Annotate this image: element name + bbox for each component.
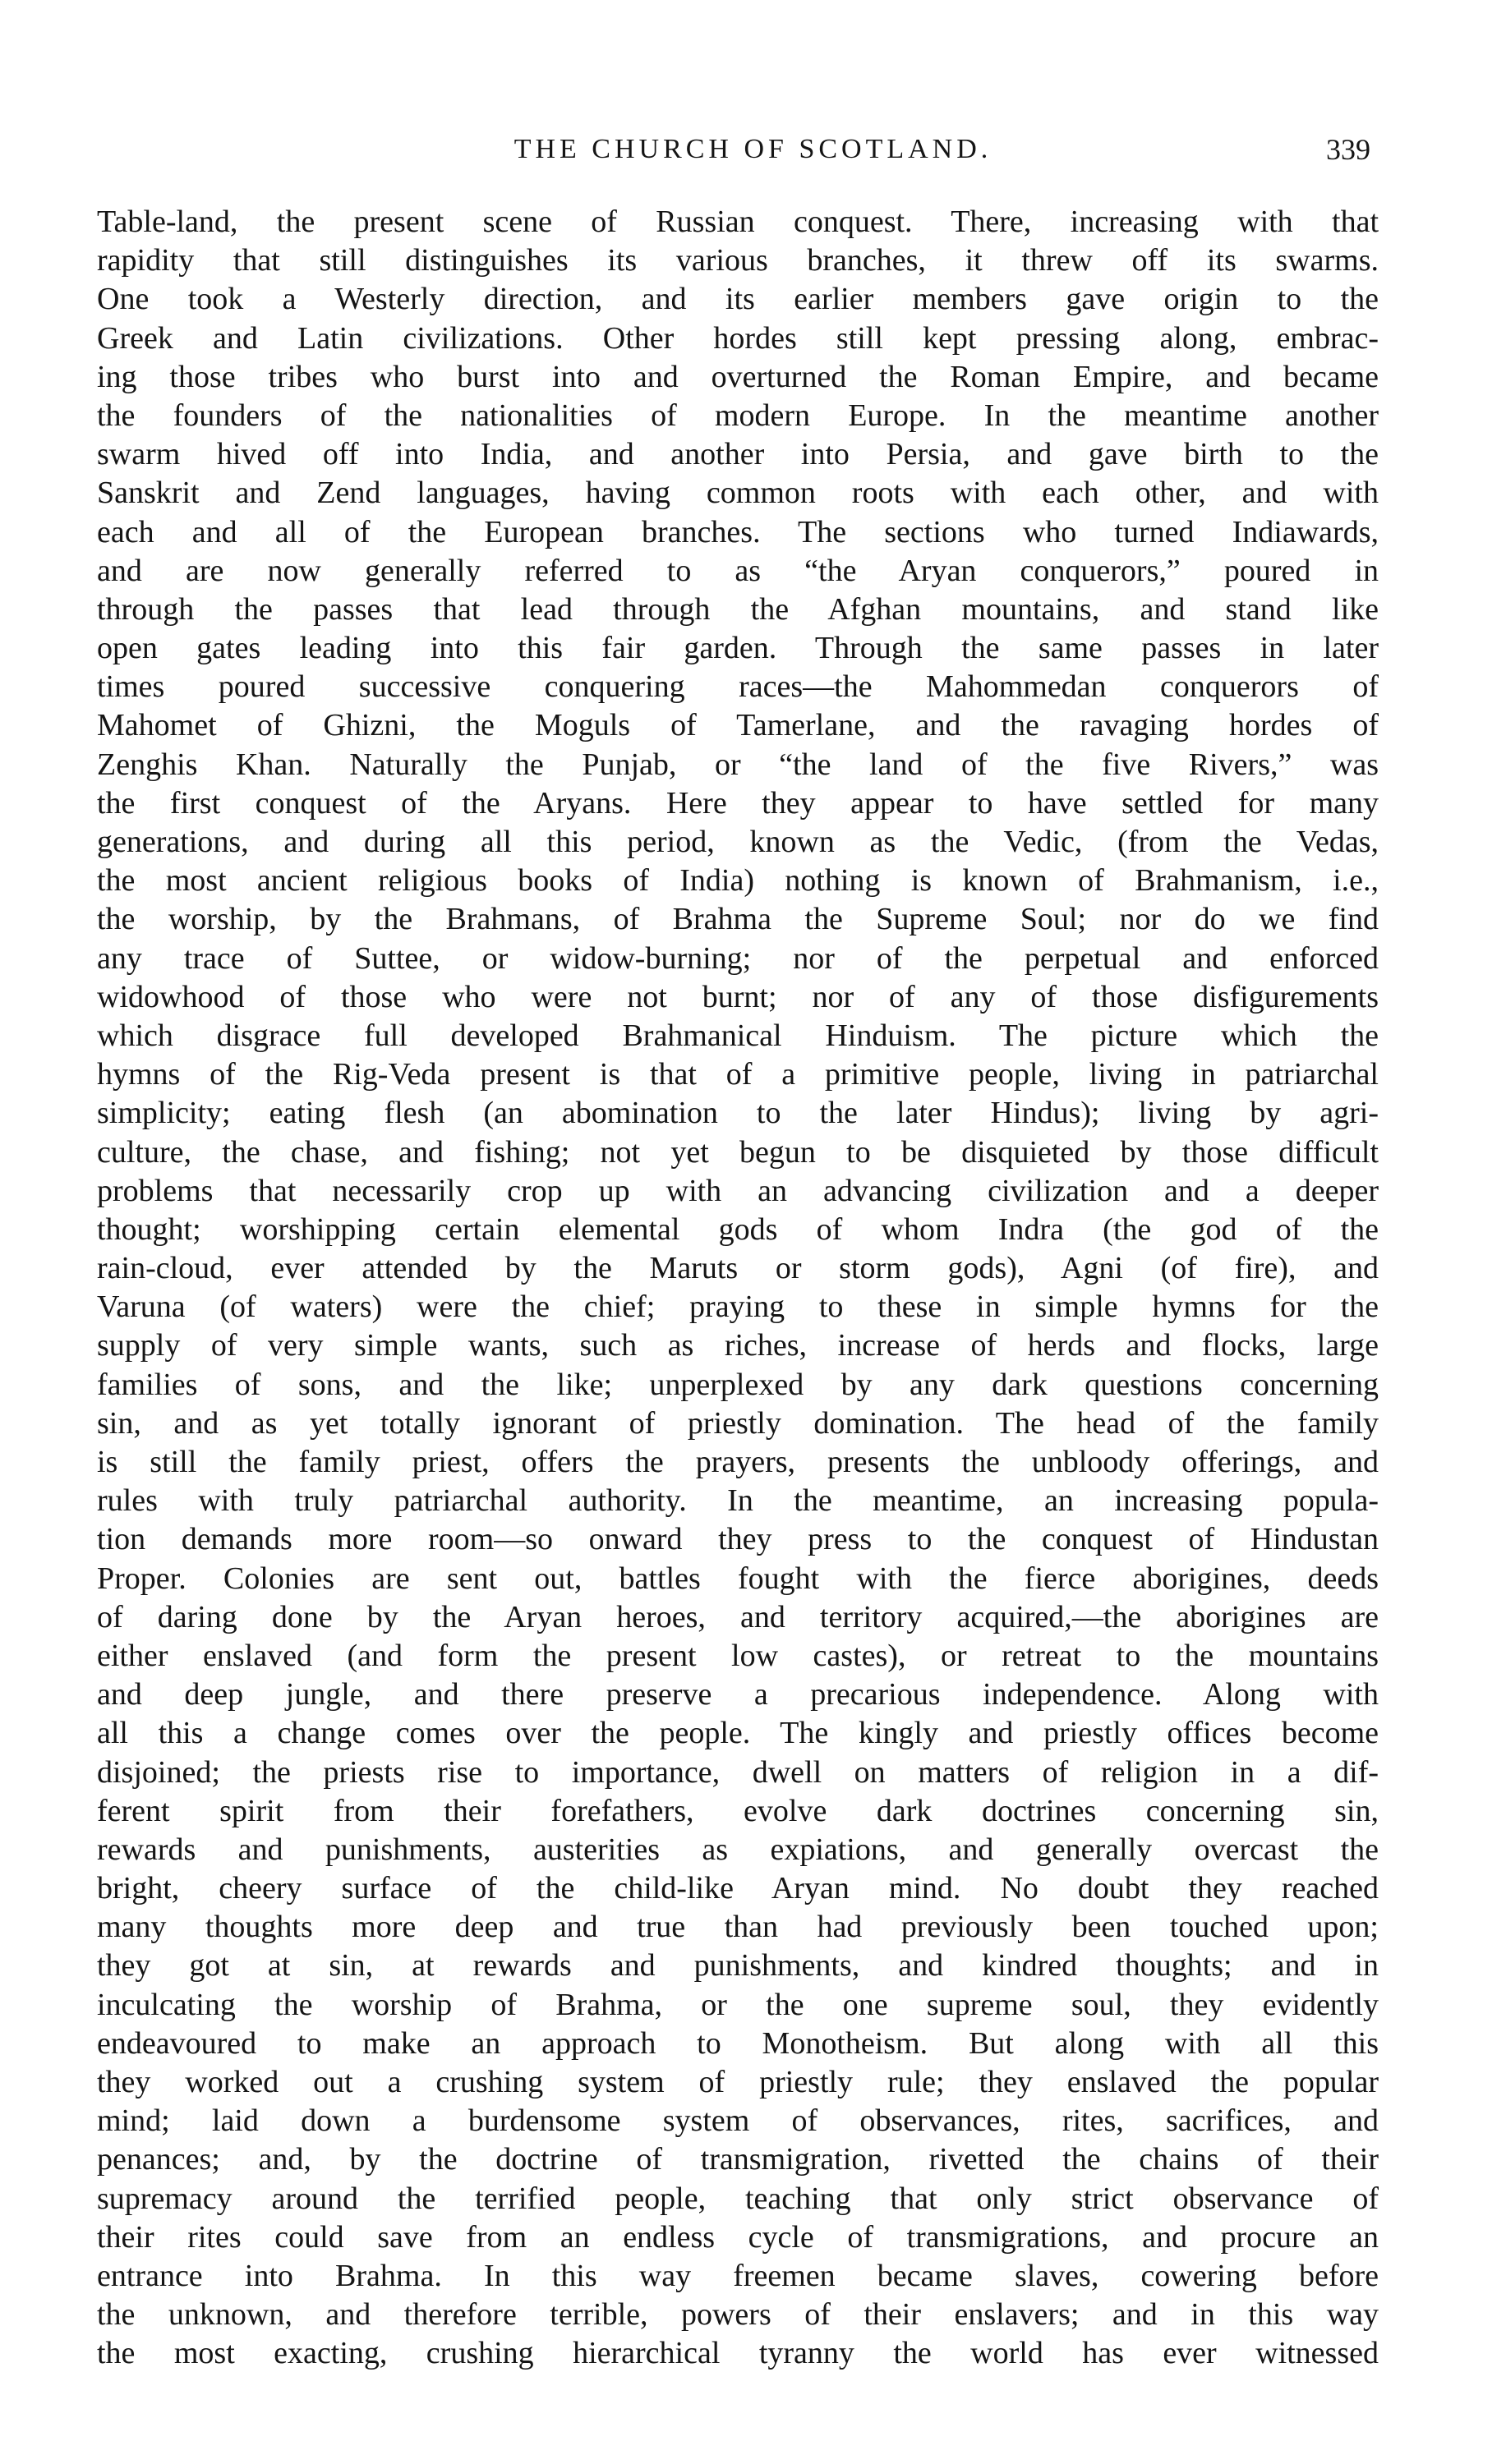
- text-line: simplicity; eating flesh (an abomination to the later Hindus); living by agri-: [97, 1096, 1379, 1131]
- text-line: thought; worshipping certain elemental gods of whom Indra (the god of the: [97, 1211, 1379, 1247]
- text-line: culture, the chase, and fishing; not yet begun to be disquieted by those difficult: [97, 1134, 1379, 1170]
- text-line: sin, and as yet totally ignorant of priestly domination. The head of the family: [97, 1405, 1379, 1441]
- text-line: times poured successive conquering races—the Mahommedan conquerors of: [97, 669, 1379, 705]
- text-line: the worship, by the Brahmans, of Brahma the Supreme Soul; nor do we find: [97, 902, 1379, 937]
- text-line: penances; and, by the doctrine of transmigration, rivetted the chains of their: [97, 2142, 1379, 2177]
- text-line: supremacy around the terrified people, teaching that only strict observance of: [97, 2181, 1379, 2216]
- text-line: any trace of Suttee, or widow-burning; nor of the perpetual and enforced: [97, 940, 1379, 976]
- text-line: Table-land, the present scene of Russian conquest. There, increasing with that: [97, 205, 1379, 239]
- text-line: Proper. Colonies are sent out, battles fought with the fierce aborigines, deeds: [97, 1561, 1379, 1596]
- text-line: tion demands more room—so onward they press to the conquest of Hindustan: [97, 1522, 1379, 1557]
- text-line: families of sons, and the like; unperplexed by any dark questions concerning: [97, 1367, 1379, 1402]
- text-line: inculcating the worship of Brahma, or the one supreme soul, they evidently: [97, 1987, 1379, 2022]
- text-line: Zenghis Khan. Naturally the Punjab, or “the land of the five Rivers,” was: [97, 747, 1379, 782]
- text-line: they worked out a crushing system of priestly rule; they enslaved the popular: [97, 2065, 1379, 2099]
- text-line: through the passes that lead through the Afghan mountains, and stand like: [97, 591, 1379, 627]
- text-line: Greek and Latin civilizations. Other hordes still kept pressing along, embrac-: [97, 320, 1379, 356]
- text-line: and deep jungle, and there preserve a precarious independence. Along with: [97, 1677, 1379, 1712]
- text-line: One took a Westerly direction, and its earlier members gave origin to the: [97, 282, 1379, 317]
- text-line: widowhood of those who were not burnt; nor of any of those disfigurements: [97, 979, 1379, 1014]
- text-line: the first conquest of the Aryans. Here they appear to have settled for many: [97, 785, 1379, 821]
- text-line: the unknown, and therefore terrible, powers of their enslavers; and in this way: [97, 2297, 1379, 2333]
- text-line: rules with truly patriarchal authority. In the meantime, an increasing popula-: [97, 1483, 1379, 1519]
- text-line: mind; laid down a burdensome system of observances, rites, sacrifices, and: [97, 2103, 1379, 2139]
- text-line: rapidity that still distinguishes its various branches, it threw off its swarms.: [97, 243, 1379, 278]
- running-title: THE CHURCH OF SCOTLAND.: [514, 134, 992, 164]
- text-line: open gates leading into this fair garden. Through the same passes in later: [97, 631, 1379, 666]
- text-line: they got at sin, at rewards and punishments, and kindred thoughts; and in: [97, 1948, 1379, 1984]
- text-line: hymns of the Rig-Veda present is that of a primitive people, living in patriarchal: [97, 1057, 1379, 1092]
- text-line: either enslaved (and form the present low castes), or retreat to the mountains: [97, 1638, 1379, 1673]
- text-line: swarm hived off into India, and another into Persia, and gave birth to the: [97, 437, 1379, 472]
- text-line: disjoined; the priests rise to importance, dwell on matters of religion in a dif-: [97, 1754, 1379, 1790]
- text-line: many thoughts more deep and true than had previously been touched upon;: [97, 1910, 1379, 1945]
- page-number: 339: [1326, 133, 1370, 166]
- text-line: is still the family priest, offers the prayers, presents the unbloody offerings, and: [97, 1445, 1379, 1479]
- text-line: ing those tribes who burst into and overturned the Roman Empire, and became: [97, 359, 1379, 394]
- text-line: their rites could save from an endless cycle of transmigrations, and procure an: [97, 2219, 1379, 2255]
- text-line: the most exacting, crushing hierarchical tyranny the world has ever witnessed: [97, 2336, 1379, 2371]
- text-line: Sanskrit and Zend languages, having common roots with each other, and with: [97, 476, 1379, 511]
- text-line: the founders of the nationalities of modern Europe. In the meantime another: [97, 398, 1379, 433]
- text-line: all this a change comes over the people. The kingly and priestly offices become: [97, 1716, 1379, 1751]
- text-line: generations, and during all this period, known as the Vedic, (from the Vedas,: [97, 825, 1379, 859]
- text-line: rewards and punishments, austerities as expiations, and generally overcast the: [97, 1832, 1379, 1867]
- text-line: entrance into Brahma. In this way freemen became slaves, cowering before: [97, 2258, 1379, 2293]
- text-line: and are now generally referred to as “the Aryan conquerors,” poured in: [97, 553, 1379, 588]
- text-line: ferent spirit from their forefathers, evolve dark doctrines concerning sin,: [97, 1793, 1379, 1828]
- text-line: the most ancient religious books of India) nothing is known of Brahmanism, i.e.,: [97, 863, 1379, 899]
- body-text: [97, 203, 1379, 2374]
- text-line: problems that necessarily crop up with an advancing civilization and a deeper: [97, 1173, 1379, 1208]
- text-line: bright, cheery surface of the child-like Aryan mind. No doubt they reached: [97, 1871, 1379, 1906]
- running-head: [0, 125, 1506, 174]
- text-line: Mahomet of Ghizni, the Moguls of Tamerlane, and the ravaging hordes of: [97, 708, 1379, 743]
- text-line: endeavoured to make an approach to Monotheism. But along with all this: [97, 2025, 1379, 2061]
- text-line: each and all of the European branches. The sections who turned Indiawards,: [97, 514, 1379, 549]
- text-line: Varuna (of waters) were the chief; praying to these in simple hymns for the: [97, 1289, 1379, 1325]
- text-line: rain-cloud, ever attended by the Maruts or storm gods), Agni (of fire), and: [97, 1251, 1379, 1286]
- text-line: of daring done by the Aryan heroes, and territory acquired,—the aborigines are: [97, 1599, 1379, 1634]
- text-line: supply of very simple wants, such as riches, increase of herds and flocks, large: [97, 1328, 1379, 1363]
- text-line: which disgrace full developed Brahmanical Hinduism. The picture which the: [97, 1018, 1379, 1053]
